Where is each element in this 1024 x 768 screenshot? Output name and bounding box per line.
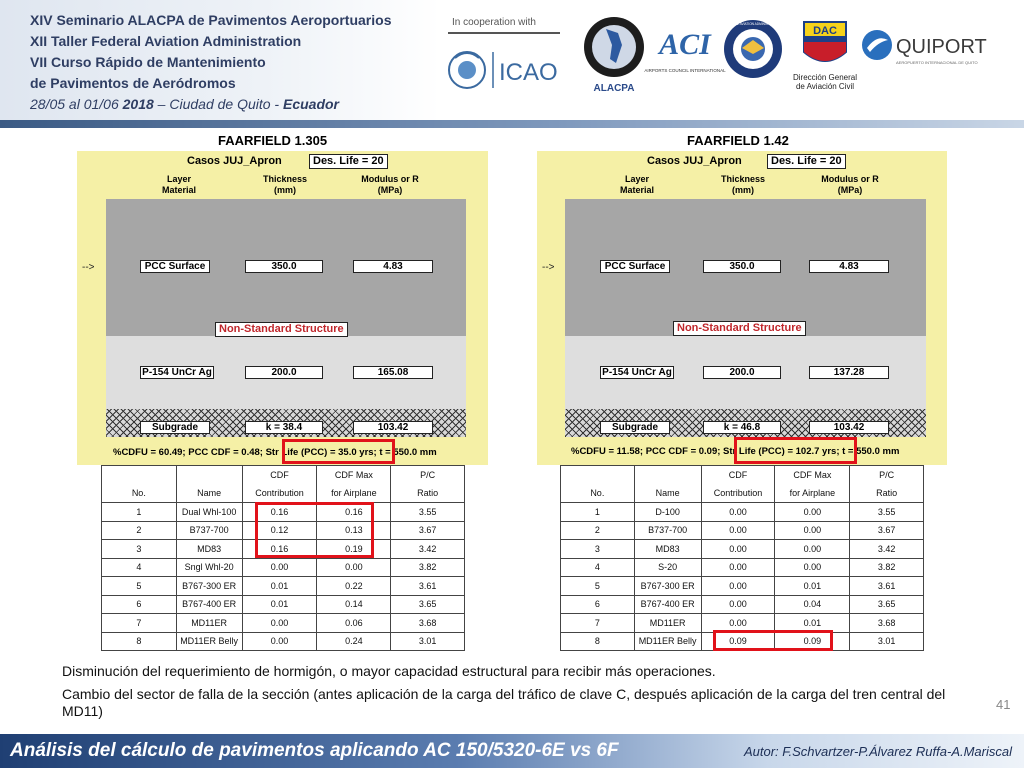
- table-cell: 0.00: [701, 521, 775, 540]
- subgrade-material[interactable]: Subgrade: [140, 421, 210, 434]
- table-cell: 5: [561, 577, 635, 596]
- table-cell: S-20: [634, 558, 701, 577]
- base-material[interactable]: P-154 UnCr Ag: [600, 366, 674, 379]
- subgrade-k[interactable]: k = 46.8: [703, 421, 781, 434]
- dac-wordmark: DAC: [813, 25, 837, 37]
- header-cell: Ratio: [391, 484, 465, 503]
- quiport-subtitle: AEROPUERTO INTERNACIONAL DE QUITO: [896, 60, 978, 65]
- dac-subtitle-1: Dirección General: [792, 73, 858, 82]
- header-cell: Contribution: [701, 484, 775, 503]
- table-cell: 2: [102, 521, 177, 540]
- header-cell: CDF Max: [317, 466, 391, 485]
- table-row: [561, 503, 924, 522]
- table-cell: 3.68: [391, 614, 465, 633]
- table-cell: 0.16: [242, 503, 317, 522]
- base-material[interactable]: P-154 UnCr Ag: [140, 366, 214, 379]
- base-thickness[interactable]: 200.0: [245, 366, 323, 379]
- header-divider: [0, 120, 1024, 128]
- table-cell: 2: [561, 521, 635, 540]
- event-line-4: de Pavimentos de Aeródromos: [30, 75, 236, 91]
- table-cell: 3: [561, 540, 635, 559]
- table-cell: 0.12: [242, 521, 317, 540]
- table-cell: 3.61: [850, 577, 924, 596]
- table-row: [102, 632, 465, 651]
- table-cell: 0.00: [242, 632, 317, 651]
- table-cell: 0.00: [775, 540, 850, 559]
- header-thickness: Thickness (mm): [720, 174, 766, 195]
- header-cell: for Airplane: [775, 484, 850, 503]
- header-layer-material: Layer Material: [619, 174, 654, 195]
- table-cell: 3.65: [391, 595, 465, 614]
- subgrade-modulus[interactable]: 103.42: [809, 421, 889, 434]
- table-cell: B767-400 ER: [634, 595, 701, 614]
- header-cell: [176, 466, 242, 485]
- header-modulus: Modulus or R (MPa): [821, 174, 879, 195]
- table-cell: 3: [102, 540, 177, 559]
- header-cell: CDF Max: [775, 466, 850, 485]
- header-cell: Ratio: [850, 484, 924, 503]
- table-cell: 0.24: [317, 632, 391, 651]
- table-cell: 3.01: [391, 632, 465, 651]
- table-row: [561, 540, 924, 559]
- table-cell: 0.16: [242, 540, 317, 559]
- table-cell: 0.01: [775, 577, 850, 596]
- table-cell: MD11ER Belly: [176, 632, 242, 651]
- table-cell: 7: [102, 614, 177, 633]
- footer-bar: [0, 734, 1024, 768]
- right-md11-belly-highlight: [713, 630, 833, 651]
- table-cell: 8: [102, 632, 177, 651]
- right-structure-panel: [537, 151, 947, 465]
- pcc-modulus[interactable]: 4.83: [353, 260, 433, 273]
- table-cell: 1: [561, 503, 635, 522]
- table-cell: 3.82: [391, 558, 465, 577]
- faa-seal-text: FEDERAL AVIATION ADMINISTRATION: [724, 22, 782, 26]
- cooperation-label: In cooperation with: [452, 17, 536, 28]
- header-cell: No.: [561, 484, 635, 503]
- header-modulus: Modulus or R (MPa): [361, 174, 419, 195]
- table-cell: 6: [102, 595, 177, 614]
- table-row: [561, 558, 924, 577]
- table-row: [102, 595, 465, 614]
- table-cell: 0.09: [701, 632, 775, 651]
- table-cell: 3.01: [850, 632, 924, 651]
- base-modulus[interactable]: 137.28: [809, 366, 889, 379]
- right-panel-title: FAARFIELD 1.42: [687, 133, 789, 148]
- pcc-thickness[interactable]: 350.0: [245, 260, 323, 273]
- base-thickness[interactable]: 200.0: [703, 366, 781, 379]
- table-cell: MD11ER: [176, 614, 242, 633]
- conclusion-paragraph-1: Disminución del requerimiento de hormigón, o mayor capacidad estructural para recibir más operaciones.: [62, 663, 716, 679]
- table-cell: 0.01: [242, 577, 317, 596]
- current-layer-arrow: -->: [82, 262, 95, 273]
- table-cell: 6: [561, 595, 635, 614]
- left-cdf-highlight: [255, 502, 374, 558]
- table-cell: 7: [561, 614, 635, 633]
- table-cell: 0.00: [242, 614, 317, 633]
- right-airplane-table: [560, 465, 924, 651]
- table-cell: 0.00: [701, 558, 775, 577]
- alacpa-wordmark: ALACPA: [593, 83, 635, 94]
- table-cell: D-100: [634, 503, 701, 522]
- pcc-thickness[interactable]: 350.0: [703, 260, 781, 273]
- table-row: [102, 614, 465, 633]
- table-cell: 0.13: [317, 521, 391, 540]
- table-cell: Dual Whl-100: [176, 503, 242, 522]
- header-thickness: Thickness (mm): [262, 174, 308, 195]
- alacpa-logo: [582, 15, 646, 100]
- aci-logo: [644, 18, 726, 93]
- table-cell: MD11ER: [634, 614, 701, 633]
- footer-title: Análisis del cálculo de pavimentos aplicando AC 150/5320-6E vs 6F: [10, 740, 619, 761]
- table-cell: 3.67: [850, 521, 924, 540]
- right-structural-life-highlight: [734, 437, 857, 464]
- table-row: [102, 558, 465, 577]
- quiport-logo: [860, 28, 992, 73]
- table-cell: B767-400 ER: [176, 595, 242, 614]
- table-row: [102, 577, 465, 596]
- table-cell: 0.00: [775, 503, 850, 522]
- table-cell: 3.65: [850, 595, 924, 614]
- table-cell: 4: [561, 558, 635, 577]
- event-header: [0, 0, 440, 120]
- header-cell: CDF: [701, 466, 775, 485]
- event-line-2: XII Taller Federal Aviation Administration: [30, 33, 302, 49]
- table-cell: MD83: [634, 540, 701, 559]
- header-cell: [102, 466, 177, 485]
- table-cell: B767-300 ER: [634, 577, 701, 596]
- table-cell: 0.09: [775, 632, 850, 651]
- table-cell: 3.55: [850, 503, 924, 522]
- table-cell: 3.68: [850, 614, 924, 633]
- design-life: Des. Life = 20: [767, 154, 846, 169]
- table-cell: 0.01: [242, 595, 317, 614]
- cdfu-summary: %CDFU = 60.49; PCC CDF = 0.48; Str Life (PCC) = 35.0 yrs; t = 550.0 mm: [113, 447, 437, 458]
- table-cell: MD83: [176, 540, 242, 559]
- header-cell: Name: [176, 484, 242, 503]
- dac-subtitle-2: de Aviación Civil: [795, 82, 855, 91]
- header-cell: No.: [102, 484, 177, 503]
- table-row: [561, 595, 924, 614]
- current-layer-arrow: -->: [542, 262, 555, 273]
- base-modulus[interactable]: 165.08: [353, 366, 433, 379]
- table-cell: MD11ER Belly: [634, 632, 701, 651]
- aci-subtitle: AIRPORTS COUNCIL INTERNATIONAL: [644, 68, 726, 73]
- table-cell: 0.01: [775, 614, 850, 633]
- header-cell: [634, 466, 701, 485]
- pcc-modulus[interactable]: 4.83: [809, 260, 889, 273]
- table-cell: 0.00: [701, 503, 775, 522]
- table-cell: B767-300 ER: [176, 577, 242, 596]
- table-cell: 5: [102, 577, 177, 596]
- table-cell: 3.61: [391, 577, 465, 596]
- quiport-wordmark: QUIPORT: [896, 36, 987, 58]
- pcc-material[interactable]: PCC Surface: [600, 260, 670, 273]
- non-standard-structure-label: Non-Standard Structure: [215, 322, 348, 337]
- cooperation-rule: [448, 32, 560, 34]
- table-cell: 0.00: [775, 521, 850, 540]
- non-standard-structure-label: Non-Standard Structure: [673, 321, 806, 336]
- table-cell: 0.14: [317, 595, 391, 614]
- case-name: Casos JUJ_Apron: [647, 155, 742, 167]
- table-cell: 0.00: [701, 595, 775, 614]
- header-layer-material: Layer Material: [161, 174, 196, 195]
- icao-logo: [447, 46, 567, 99]
- table-cell: 0.00: [317, 558, 391, 577]
- dac-logo: [792, 18, 858, 97]
- table-cell: 0.00: [242, 558, 317, 577]
- left-airplane-table: [101, 465, 465, 651]
- table-cell: 3.42: [850, 540, 924, 559]
- table-cell: 0.00: [701, 614, 775, 633]
- table-cell: 3.55: [391, 503, 465, 522]
- table-header-row-1: [561, 466, 924, 485]
- table-cell: 0.06: [317, 614, 391, 633]
- table-cell: 0.22: [317, 577, 391, 596]
- design-life: Des. Life = 20: [309, 154, 388, 169]
- table-cell: 1: [102, 503, 177, 522]
- subgrade-modulus[interactable]: 103.42: [353, 421, 433, 434]
- header-cell: Name: [634, 484, 701, 503]
- table-cell: 0.00: [701, 577, 775, 596]
- header-cell: P/C: [391, 466, 465, 485]
- table-row: [561, 577, 924, 596]
- left-panel-title: FAARFIELD 1.305: [218, 133, 328, 148]
- footer-author: Autor: F.Schvartzer-P.Álvarez Ruffa-A.Mariscal: [743, 744, 1012, 759]
- pcc-material[interactable]: PCC Surface: [140, 260, 210, 273]
- event-line-1: XIV Seminario ALACPA de Pavimentos Aeroportuarios: [30, 12, 392, 28]
- table-row: [561, 521, 924, 540]
- faa-seal: [722, 18, 784, 85]
- table-cell: B737-700: [634, 521, 701, 540]
- case-name: Casos JUJ_Apron: [187, 155, 282, 167]
- event-dates: 28/05 al 01/06 2018 – Ciudad de Quito - Ecuador: [30, 96, 339, 112]
- header-cell: [561, 466, 635, 485]
- page-number: 41: [996, 697, 1011, 712]
- table-header-row-2: [102, 484, 465, 503]
- table-cell: 0.19: [317, 540, 391, 559]
- table-cell: 0.00: [775, 558, 850, 577]
- table-cell: 3.82: [850, 558, 924, 577]
- table-cell: Sngl Whl-20: [176, 558, 242, 577]
- left-structural-life-highlight: [282, 439, 395, 464]
- header-cell: Contribution: [242, 484, 317, 503]
- subgrade-material[interactable]: Subgrade: [600, 421, 670, 434]
- header-cell: for Airplane: [317, 484, 391, 503]
- subgrade-k[interactable]: k = 38.4: [245, 421, 323, 434]
- aci-wordmark: ACI: [659, 28, 711, 61]
- table-cell: 0.00: [701, 540, 775, 559]
- table-cell: 3.67: [391, 521, 465, 540]
- table-cell: B737-700: [176, 521, 242, 540]
- header-cell: P/C: [850, 466, 924, 485]
- cdfu-summary: %CDFU = 11.58; PCC CDF = 0.09; Str Life (PCC) = 102.7 yrs; t = 550.0 mm: [571, 446, 900, 457]
- icao-wordmark: ICAO: [499, 59, 558, 86]
- table-cell: 3.42: [391, 540, 465, 559]
- header-cell: CDF: [242, 466, 317, 485]
- conclusion-paragraph-2: Cambio del sector de falla de la sección (antes aplicación de la carga del tráfico de clave C, después aplicación de la carga del tren central del MD11): [62, 686, 946, 719]
- table-cell: 8: [561, 632, 635, 651]
- event-line-3: VII Curso Rápido de Mantenimiento: [30, 54, 266, 70]
- table-header-row-2: [561, 484, 924, 503]
- table-cell: 0.04: [775, 595, 850, 614]
- table-header-row-1: [102, 466, 465, 485]
- left-structure-panel: [77, 151, 488, 465]
- table-cell: 0.16: [317, 503, 391, 522]
- table-cell: 4: [102, 558, 177, 577]
